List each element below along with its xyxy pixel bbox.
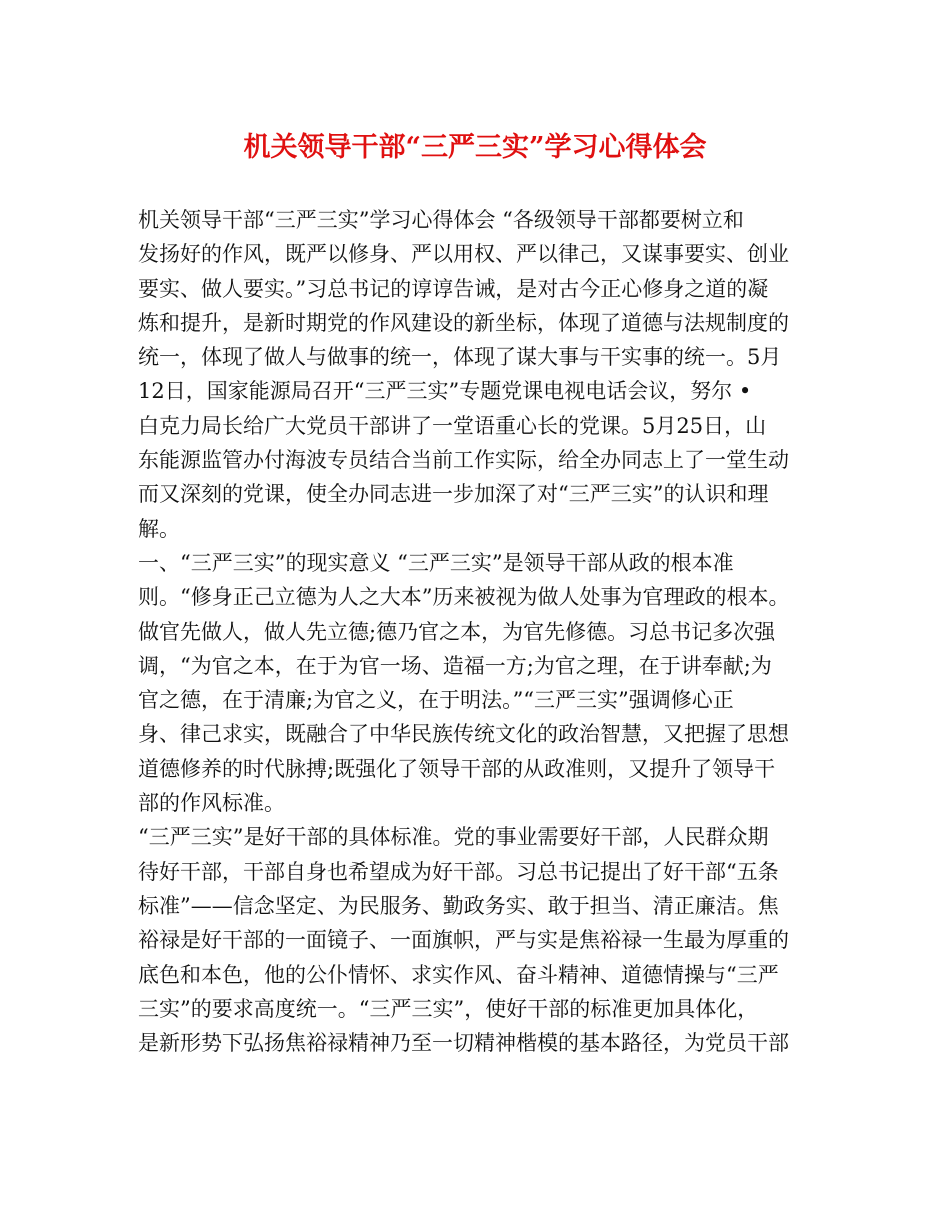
body-line: 机关领导干部“三严三实”学习心得体会 “各级领导干部都要树立和 xyxy=(138,208,744,232)
body-line: 部的作风标准。 xyxy=(138,791,285,816)
body-line: “三严三实”是好干部的具体标准。党的事业需要好干部，人民群众期 xyxy=(138,825,769,850)
body-line: 三实”的要求高度统一。“三严三实”，使好干部的标准更加具体化， xyxy=(138,996,759,1021)
body-line: 道德修养的时代脉搏;既强化了领导干部的从政准则，又提升了领导干 xyxy=(138,756,776,781)
body-line: 统一，体现了做人与做事的统一，体现了谋大事与干实事的统一。5月 xyxy=(138,345,782,370)
body-line: 做官先做人，做人先立德;德乃官之本，为官先修德。习总书记多次强 xyxy=(138,619,776,644)
body-line: 是新形势下弘扬焦裕禄精神乃至一切精神楷模的基本路径，为党员干部 xyxy=(138,1031,789,1056)
body-line: 一、“三严三实”的现实意义 “三严三实”是领导干部从政的根本准 xyxy=(138,550,734,575)
body-line: 身、律己求实，既融合了中华民族传统文化的政治智慧，又把握了思想 xyxy=(138,722,789,747)
document-title: 机关领导干部“三严三实”学习心得体会 xyxy=(243,132,707,163)
body-line: 要实、做人要实。”习总书记的谆谆告诫，是对古今正心修身之道的凝 xyxy=(138,276,769,301)
body-line: 标准”——信念坚定、为民服务、勤政务实、敢于担当、清正廉洁。焦 xyxy=(138,893,779,918)
body-line: 12日，国家能源局召开“三严三实”专题党课电视电话会议，努尔 • xyxy=(138,379,752,404)
body-line: 发扬好的作风，既严以修身、严以用权、严以律己，又谋事要实、创业 xyxy=(138,242,789,267)
body-line: 则。“修身正己立德为人之大本”历来被视为做人处事为官理政的根本。 xyxy=(138,585,790,610)
body-line: 待好干部，干部自身也希望成为好干部。习总书记提出了好干部“五条 xyxy=(138,859,779,884)
body-line: 东能源监管办付海波专员结合当前工作实际，给全办同志上了一堂生动 xyxy=(138,448,789,473)
body-line: 官之德，在于清廉;为官之义，在于明法。”“三严三实”强调修心正 xyxy=(138,688,734,713)
body-line: 白克力局长给广大党员干部讲了一堂语重心长的党课。5月25日，山 xyxy=(138,413,767,438)
body-line: 底色和本色，他的公仆情怀、求实作风、奋斗精神、道德情操与“三严 xyxy=(138,962,779,987)
body-line: 解。 xyxy=(138,516,180,541)
body-line: 调，“为官之本，在于为官一场、造福一方;为官之理，在于讲奉献;为 xyxy=(138,653,772,678)
body-line: 裕禄是好干部的一面镜子、一面旗帜，严与实是焦裕禄一生最为厚重的 xyxy=(138,928,789,953)
document-body xyxy=(138,203,838,1060)
body-line: 炼和提升，是新时期党的作风建设的新坐标，体现了道德与法规制度的 xyxy=(138,310,789,335)
body-line: 而又深刻的党课，使全办同志进一步加深了对“三严三实”的认识和理 xyxy=(138,482,769,507)
